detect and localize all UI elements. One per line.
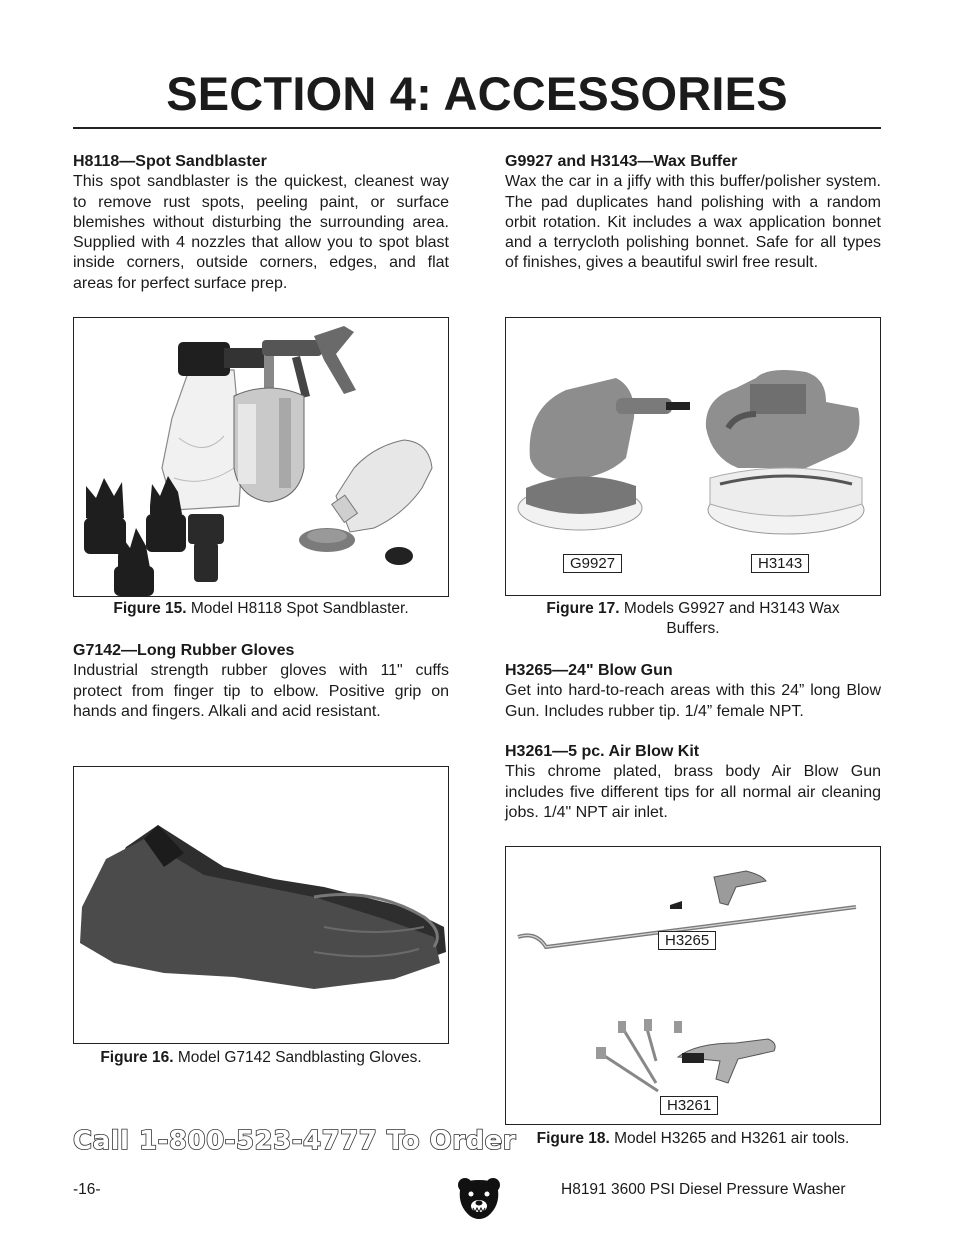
sandblaster-illustration — [74, 318, 448, 596]
wax-buffer-heading: G9927 and H3143—Wax Buffer — [505, 153, 738, 170]
h8118-body: This spot sandblaster is the quickest, cleanest way to remove rust spots, peeling paint, or surface blemishes without disturbing the surrounding area. Supplied with 4 nozzles that allow you to spot blast inside corners, outside corners, edges, and flat areas for perfect surface prep. — [73, 173, 449, 292]
h3265-section — [505, 661, 881, 722]
h8118-section — [73, 152, 449, 294]
figure-15-text: Model H8118 Spot Sandblaster. — [186, 600, 409, 617]
call-to-order-banner: Call 1-800-523-4777 To Order — [73, 1126, 517, 1156]
h3261-section — [505, 742, 881, 823]
figure-17-text-line2: Buffers. — [666, 620, 720, 637]
bear-head-icon — [456, 1176, 502, 1222]
wax-buffer-body: Wax the car in a jiffy with this buffer/polisher system. The pad duplicates hand polishing with a random orbit rotation. Kit includes a wax application bonnet and a terrycloth polishing bonnet. Safe for all types of finishes, gives a beautiful swirl free result. — [505, 173, 881, 272]
figure-16-text: Model G7142 Sandblasting Gloves. — [173, 1049, 422, 1066]
h8118-heading: H8118—Spot Sandblaster — [73, 153, 267, 170]
grizzly-bear-logo — [456, 1176, 502, 1222]
h3261-heading: H3261—5 pc. Air Blow Kit — [505, 743, 700, 760]
figure-18-caption — [505, 1129, 881, 1149]
g7142-body: Industrial strength rubber gloves with 11" cuffs protect from finger tip to elbow. Positive grip on hands and fingers. Alkali and acid resistant. — [73, 662, 449, 720]
figure-15-image — [73, 317, 449, 597]
figure-18-image — [505, 846, 881, 1125]
h3261-tag: H3261 — [660, 1096, 718, 1115]
h3261-body: This chrome plated, brass body Air Blow Gun includes five different tips for all normal air cleaning jobs. 1/4" NPT air inlet. — [505, 763, 881, 821]
gloves-illustration — [74, 767, 448, 1043]
air-tools-illustration — [506, 847, 880, 1124]
figure-16-image — [73, 766, 449, 1044]
h3265-heading: H3265—24" Blow Gun — [505, 662, 673, 679]
g7142-section — [73, 641, 449, 722]
figure-16-caption — [73, 1048, 449, 1068]
h3143-tag: H3143 — [751, 554, 809, 573]
wax-buffer-section — [505, 152, 881, 274]
figure-15-caption — [73, 599, 449, 619]
figure-18-text: Model H3265 and H3261 air tools. — [609, 1130, 850, 1147]
page-number: -16- — [73, 1181, 101, 1198]
figure-17-caption — [505, 599, 881, 639]
figure-16-label: Figure 16. — [100, 1049, 174, 1066]
figure-15-label: Figure 15. — [113, 600, 187, 617]
figure-17-text: Models G9927 and H3143 Wax — [619, 600, 840, 617]
figure-18-label: Figure 18. — [536, 1130, 610, 1147]
footer-model: H8191 3600 PSI Diesel Pressure Washer — [561, 1181, 846, 1198]
g7142-heading: G7142—Long Rubber Gloves — [73, 642, 295, 659]
figure-17-image — [505, 317, 881, 596]
figure-17-label: Figure 17. — [546, 600, 620, 617]
h3265-body: Get into hard-to-reach areas with this 24” long Blow Gun. Includes rubber tip. 1/4” female NPT. — [505, 682, 881, 720]
g9927-tag: G9927 — [563, 554, 622, 573]
page-title: SECTION 4: ACCESSORIES — [166, 67, 788, 120]
title-rule — [73, 127, 881, 129]
h3265-tag: H3265 — [658, 931, 716, 950]
